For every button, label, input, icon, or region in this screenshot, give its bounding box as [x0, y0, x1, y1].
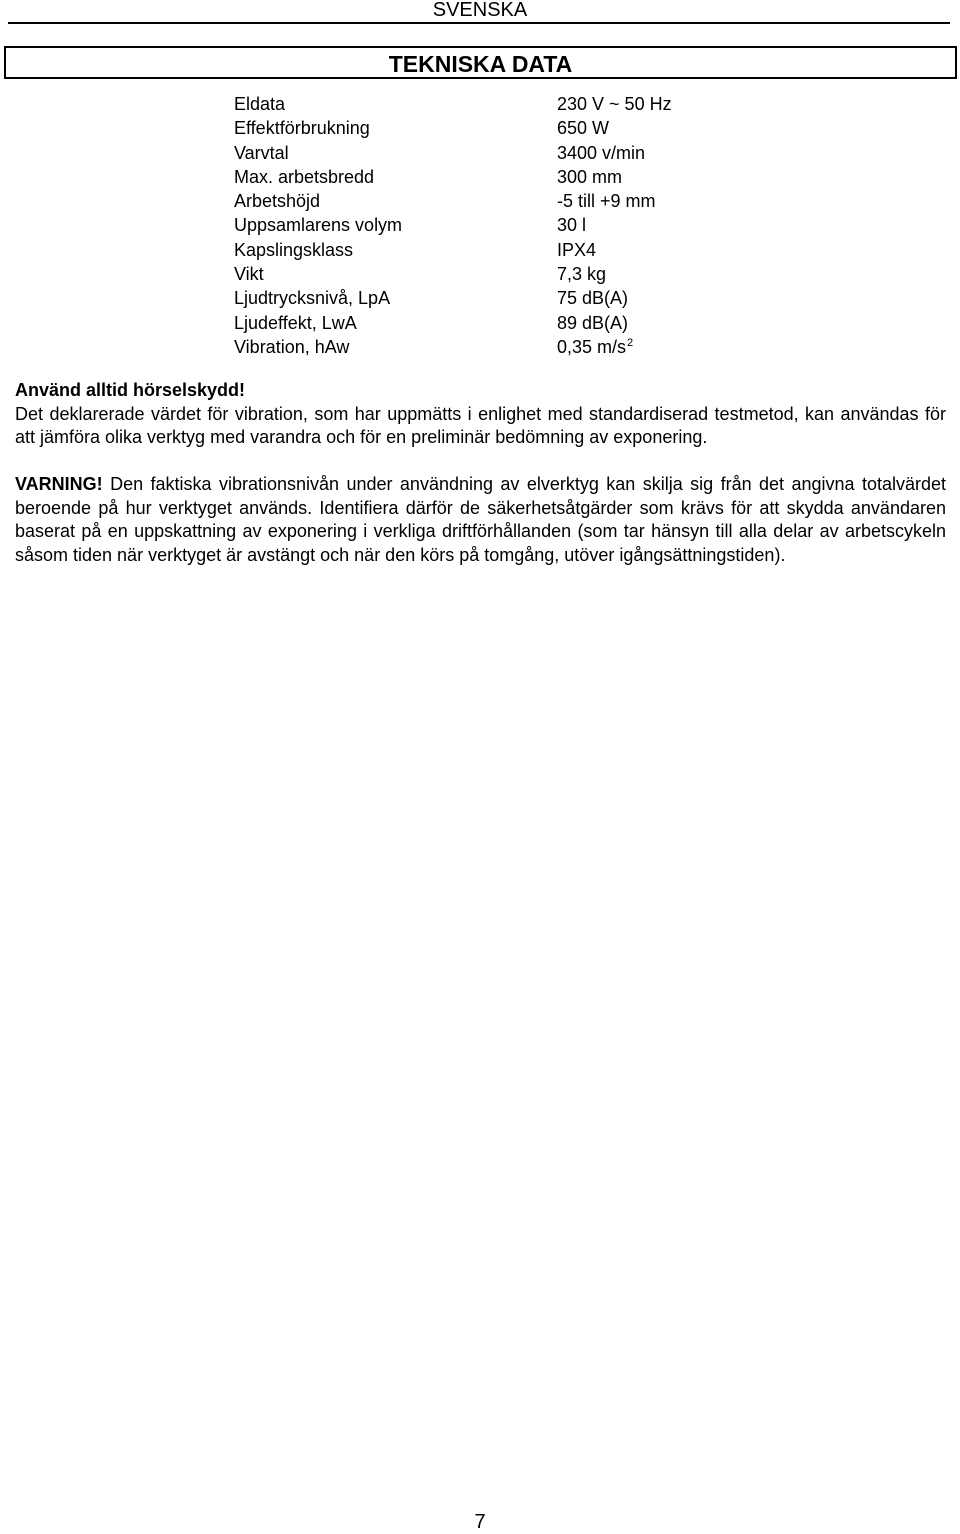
spec-row: [234, 262, 754, 286]
spec-label: Kapslingsklass: [234, 239, 354, 260]
spec-row: [234, 213, 754, 237]
warning-paragraph: [15, 473, 946, 567]
spec-label: Eldata: [234, 94, 286, 114]
spec-label: Vibration, hAw: [234, 336, 350, 357]
spec-row: [234, 335, 754, 359]
section-title-box: [4, 46, 957, 79]
header-divider: [8, 22, 950, 24]
spec-value: -5 till +9 mm: [557, 191, 656, 212]
spec-label: Arbetshöjd: [234, 191, 321, 212]
spec-row: [234, 311, 754, 335]
spec-value: 75 dB(A): [557, 288, 629, 309]
body-text: [15, 379, 946, 567]
warning-text: Den faktiska vibrationsnivån under användning av elverktyg kan skilja sig från det angivna totalvärdet beroende på hur verktyget används. Identifiera därför de säkerhetsåtgärder som krävs för att skydda användaren baserat på en uppskattning av exponering i verkliga driftförhållanden (som tar hänsyn till alla delar av arbetscykeln såsom tiden när verktyget är avstängt och när den körs på tomgång, utöver igångsättningstiden).: [15, 474, 946, 565]
spec-row: [234, 165, 754, 189]
spec-value: 89 dB(A): [557, 312, 629, 333]
spec-value: 300 mm: [557, 166, 623, 187]
spec-value-text: 0,35 m/s: [557, 336, 627, 357]
spec-label: Ljudtrycksnivå, LpA: [234, 288, 391, 309]
spec-row: [234, 286, 754, 310]
spec-label: Vikt: [234, 264, 264, 285]
spec-value: IPX4: [557, 239, 597, 260]
warning-label: VARNING!: [15, 474, 103, 494]
spec-value-vibration: [557, 335, 633, 359]
spec-value: 3400 v/min: [557, 142, 646, 163]
spec-value: 30 l: [557, 215, 587, 236]
spec-row: [234, 116, 754, 140]
page-number: 7: [474, 1511, 486, 1533]
spec-row: [234, 238, 754, 262]
spec-label: Effektförbrukning: [234, 118, 370, 139]
spec-value: 650 W: [557, 118, 610, 139]
spec-table: [234, 92, 754, 359]
spec-label: Ljudeffekt, LwA: [234, 312, 357, 333]
hearing-protection-notice: Använd alltid hörselskydd!: [15, 380, 246, 400]
spec-row: [234, 141, 754, 165]
spec-value: 7,3 kg: [557, 264, 607, 285]
spec-row: [234, 92, 754, 116]
spec-label: Varvtal: [234, 142, 289, 163]
spec-value-superscript: 2: [627, 336, 634, 349]
page-header: [0, 0, 960, 22]
spec-row: [234, 189, 754, 213]
vibration-paragraph: Det deklarerade värdet för vibration, som har uppmätts i enlighet med standardiserad testmetod, kan användas för att jämföra olika verktyg med varandra och för en preliminär bedömning av exponering.: [15, 403, 946, 447]
spec-label: Max. arbetsbredd: [234, 166, 375, 187]
spec-label: Uppsamlarens volym: [234, 215, 403, 236]
header-language: SVENSKA: [432, 0, 528, 21]
spec-value: 230 V ~ 50 Hz: [557, 94, 672, 114]
section-title: TEKNISKA DATA: [388, 51, 573, 77]
